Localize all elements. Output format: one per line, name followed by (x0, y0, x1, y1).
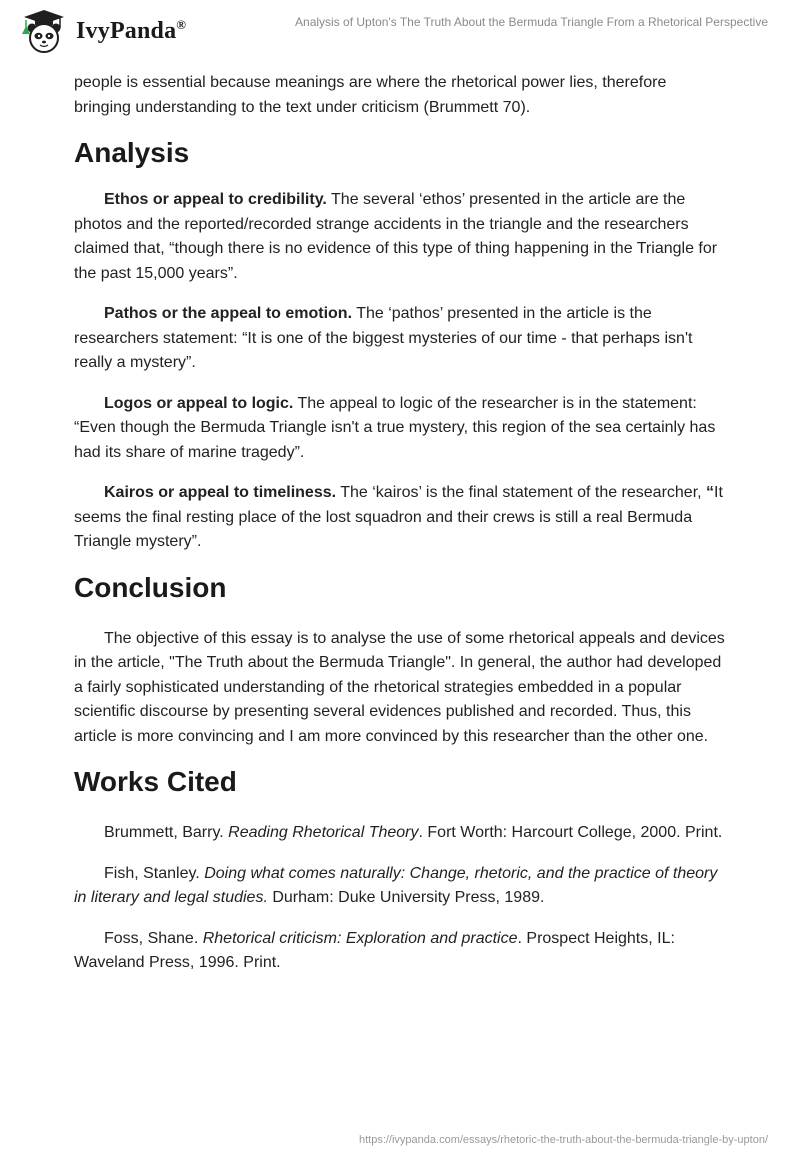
logos-paragraph (74, 392, 726, 466)
conclusion-paragraph: The objective of this essay is to analyse the use of some rhetorical appeals and devices in the article, "The Truth about the Bermuda Triangle". In general, the author had developed a fairly sophisticated understanding of the rhetorical strategies embedded in a popular scientific discourse by presenting several evidences published and recorded. Thus, this article is more convincing and I am more convinced by this researcher than the other one. (74, 629, 725, 745)
analysis-heading: Analysis (74, 137, 190, 168)
document-title: Analysis of Upton's The Truth About the Bermuda Triangle From a Rhetorical Perspective (295, 15, 768, 29)
works-cited-heading: Works Cited (74, 766, 237, 797)
logos-label: Logos or appeal to logic. (104, 394, 294, 412)
kairos-quote-mark: “ (706, 484, 715, 501)
conclusion-heading: Conclusion (74, 571, 227, 603)
kairos-paragraph (74, 481, 726, 555)
kairos-text-a: The ‘kairos’ is the final statement of the researcher, (336, 484, 707, 501)
ethos-label: Ethos or appeal to credibility. (104, 191, 327, 208)
ethos-text: The several ‘ethos’ presented in the article are the photos and the reported/recorded strange accidents in the triangle and the researchers claimed that, “though there is no evidence of this type of thing happening in the Triangle for the past 15,000 years”. (74, 191, 718, 282)
ethos-paragraph (74, 188, 726, 286)
kairos-label: Kairos or appeal to timeliness. (104, 484, 337, 501)
intro-paragraph: people is essential because meanings are where the rhetorical power lies, therefore bringing understanding to the text under criticism (Brummett 70). (74, 74, 667, 116)
citation-fish: Fish, Stanley. Doing what comes naturally: Change, rhetoric, and the practice of theory in literary and legal studies. Durham: Duke University Press, 1989. (74, 864, 718, 906)
citation-foss: Foss, Shane. Rhetorical criticism: Exploration and practice. Prospect Heights, IL: Waveland Press, 1996. Print. (74, 929, 675, 971)
brand-name: IvyPanda® (76, 17, 187, 44)
panda-graduate-icon (14, 8, 70, 54)
pathos-label: Pathos or the appeal to emotion. (104, 305, 353, 322)
citation-title: Reading Rhetorical Theory (228, 824, 419, 841)
citation-title: Rhetorical criticism: Exploration and practice (202, 929, 518, 947)
pathos-paragraph (74, 302, 726, 376)
source-url[interactable]: https://ivypanda.com/essays/rhetoric-the-truth-about-the-bermuda-triangle-by-upton/ (358, 1134, 768, 1146)
page-header (0, 0, 800, 60)
ivypanda-logo[interactable] (14, 8, 186, 54)
essay-body (74, 71, 726, 992)
citation-title: Doing what comes naturally: Change, rhetoric, and the practice of theory in literary and legal studies. (74, 864, 718, 906)
logos-text: The appeal to logic of the researcher is in the statement: “Even though the Bermuda Triangle isn't a true mystery, this region of the sea certainly has had its share of marine tragedy”. (74, 394, 716, 461)
pathos-text: The ‘pathos’ presented in the article is the researchers statement: “It is one of the biggest mysteries of our time - that perhaps isn't really a mystery”. (74, 305, 693, 371)
citation-brummett: Brummett, Barry. Reading Rhetorical Theory. Fort Worth: Harcourt College, 2000. Print. (104, 824, 723, 841)
kairos-text-b: It seems the final resting place of the lost squadron and their crews is still a real Bermuda Triangle mystery”. (74, 484, 723, 550)
